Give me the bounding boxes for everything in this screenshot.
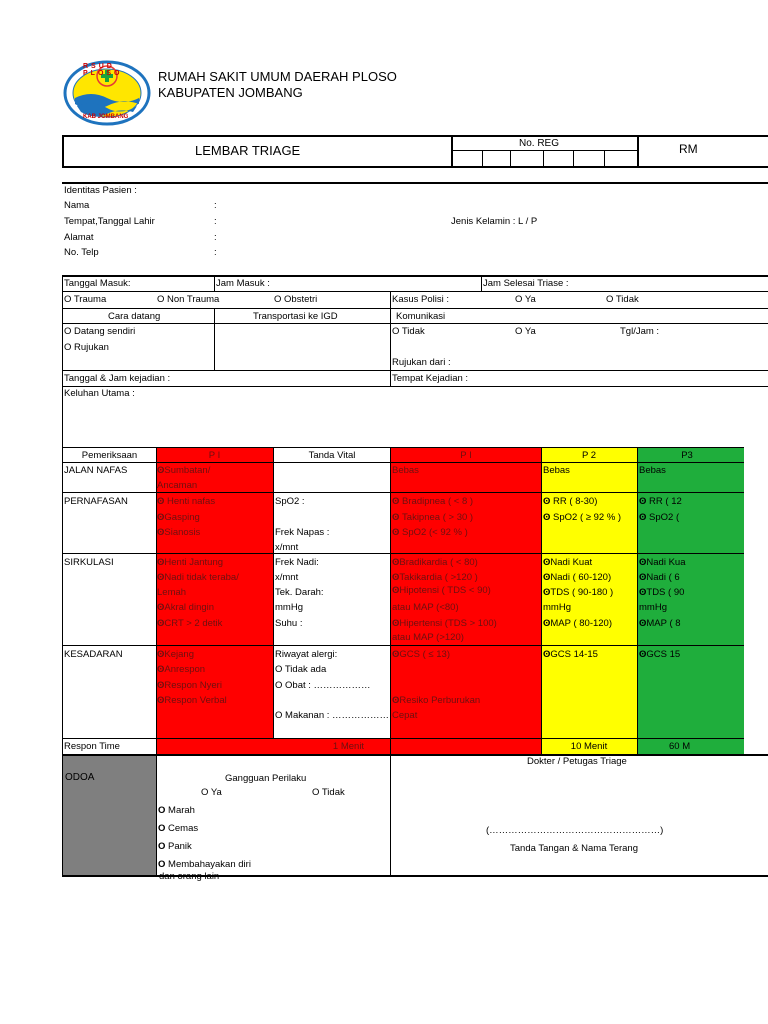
identity-heading: Identitas Pasien :	[64, 185, 137, 196]
doctor-title: Dokter / Petugas Triage	[527, 756, 627, 767]
radio-icon: O	[65, 772, 73, 783]
radio-icon: ʘ	[157, 602, 165, 613]
header-exam: Pemeriksaan	[81, 450, 138, 461]
breathing-vital: x/mnt	[275, 542, 299, 553]
radio-icon: O	[158, 841, 169, 852]
breathing-p1b-item[interactable]: ʘ Takipnea ( > 30 )	[392, 512, 474, 523]
radio-icon: ʘ	[392, 527, 403, 538]
rm-label: RM	[679, 142, 698, 156]
time-done-label: Jam Selesai Triase :	[483, 278, 569, 289]
circulation-vital: mmHg	[275, 602, 303, 613]
radio-icon: ʘ	[639, 496, 650, 507]
radio-icon: ʘ	[392, 618, 400, 629]
radio-icon: O	[312, 787, 322, 798]
airway-p1b: Bebas	[392, 465, 419, 476]
breathing-vital: Frek Napas :	[275, 527, 330, 538]
radio-icon: ʘ	[157, 649, 165, 660]
comm-yes-option[interactable]: O Ya	[515, 326, 536, 337]
radio-icon: ʘ	[639, 572, 647, 583]
radio-icon: ʘ	[543, 572, 551, 583]
circulation-p1b-item-cont: atau MAP (>120)	[392, 632, 464, 643]
radio-icon: ʘ	[392, 649, 400, 660]
doa-option[interactable]: ODOA	[65, 772, 95, 783]
breathing-p1b-item[interactable]: ʘ Bradipnea ( < 8 )	[392, 496, 474, 507]
address-label: Alamat	[64, 232, 94, 243]
comm-datetime-label: Tgl/Jam :	[620, 326, 660, 337]
colon: :	[214, 200, 217, 211]
circulation-p1-item[interactable]: ʘNadi tidak teraba/	[157, 572, 239, 583]
response-time-label: Respon Time	[64, 741, 120, 752]
circulation-p1b-item[interactable]: ʘHipertensi (TDS > 100)	[392, 618, 497, 629]
consciousness-p1-item[interactable]: ʘRespon Verbal	[157, 695, 227, 706]
p3-column	[637, 448, 744, 754]
circulation-vital: Suhu :	[275, 618, 303, 629]
radio-icon: ʘ	[392, 585, 400, 596]
breathing-p3-item[interactable]: ʘ SpO2 (	[639, 512, 680, 523]
main-complaint-label: Keluhan Utama :	[64, 388, 135, 399]
police-no-option[interactable]: O Tidak	[606, 294, 639, 305]
radio-icon: ʘ	[543, 587, 551, 598]
header-p2: P 2	[581, 450, 597, 461]
radio-icon: O	[158, 823, 169, 834]
signature-line[interactable]: (………………………………………………)	[486, 825, 664, 836]
circulation-p1-item[interactable]: ʘCRT > 2 detik	[157, 618, 223, 629]
radio-icon: ʘ	[543, 618, 551, 629]
header-p1-right: P I	[460, 450, 472, 461]
radio-icon: ʘ	[157, 680, 165, 691]
allergy-label: Riwayat alergi:	[275, 649, 338, 660]
signature-label: Tanda Tangan & Nama Terang	[510, 843, 638, 854]
allergy-drug-option[interactable]: O Obat : ………………	[275, 680, 371, 691]
circulation-vital: Frek Nadi:	[275, 557, 319, 568]
airway-p1-item[interactable]: ʘSumbatan/	[157, 465, 211, 476]
radio-icon: ʘ	[157, 664, 165, 675]
consciousness-p1-item[interactable]: ʘRespon Nyeri	[157, 680, 222, 691]
consciousness-p1b-item[interactable]: ʘGCS ( ≤ 13)	[392, 649, 451, 660]
radio-icon: ʘ	[639, 557, 647, 568]
behavior-option[interactable]: O Membahayakan diri	[158, 859, 251, 870]
airway-p2: Bebas	[543, 465, 570, 476]
radio-icon: ʘ	[543, 512, 554, 523]
breathing-p3-item[interactable]: ʘ RR ( 12	[639, 496, 682, 507]
consciousness-p2-item[interactable]: ʘGCS 14-15	[543, 649, 598, 660]
radio-icon: ʘ	[157, 496, 168, 507]
header-vitals: Tanda Vital	[308, 450, 356, 461]
time-in-label: Jam Masuk :	[216, 278, 270, 289]
incident-datetime-label: Tanggal & Jam kejadian :	[64, 373, 171, 384]
reg-label: No. REG	[519, 138, 560, 149]
radio-icon: ʘ	[543, 557, 551, 568]
response-time-p2: 10 Menit	[570, 741, 608, 752]
radio-icon: O	[158, 859, 169, 870]
breathing-vital: SpO2 :	[275, 496, 305, 507]
breathing-p2-item[interactable]: ʘ RR ( 8-30)	[543, 496, 598, 507]
regency-name: KABUPATEN JOMBANG	[158, 85, 303, 100]
circulation-vital: x/mnt	[275, 572, 299, 583]
date-in-label: Tanggal Masuk:	[64, 278, 131, 289]
circulation-p3-item[interactable]: ʘNadi ( 6	[639, 572, 680, 583]
hospital-logo	[63, 60, 151, 126]
circulation-vital: Tek. Darah:	[275, 587, 324, 598]
circulation-p2-item[interactable]: ʘMAP ( 80-120)	[543, 618, 612, 629]
colon: :	[214, 247, 217, 258]
birth-label: Tempat,Tanggal Lahir	[64, 216, 155, 227]
consciousness-p1-item[interactable]: ʘKejang	[157, 649, 194, 660]
phone-label: No. Telp	[64, 247, 99, 258]
trauma-option[interactable]: O Trauma	[64, 294, 107, 305]
circulation-p1-item-cont: Lemah	[157, 587, 187, 598]
breathing-p2-item[interactable]: ʘ SpO2 ( ≥ 92 % )	[543, 512, 622, 523]
response-time-p1: 1 Menit	[332, 741, 365, 752]
allergy-none-option[interactable]: O Tidak ada	[275, 664, 327, 675]
radio-icon: ʘ	[157, 618, 165, 629]
circulation-p1b-item[interactable]: ʘBradikardia ( < 80)	[392, 557, 478, 568]
obstetri-option[interactable]: O Obstetri	[274, 294, 318, 305]
radio-icon: ʘ	[157, 512, 165, 523]
hospital-name: RUMAH SAKIT UMUM DAERAH PLOSO	[158, 69, 397, 84]
circulation-p2-item[interactable]: ʘNadi Kuat	[543, 557, 593, 568]
radio-icon: ʘ	[392, 512, 403, 523]
radio-icon: ʘ	[639, 512, 650, 523]
consciousness-p1-item[interactable]: ʘAnrespon	[157, 664, 206, 675]
header-p1-left: P I	[208, 450, 221, 461]
breathing-p1b-item[interactable]: ʘ SpO2 (< 92 % )	[392, 527, 468, 538]
airway-label: JALAN NAFAS	[64, 465, 128, 476]
police-case-label: Kasus Polisi :	[392, 294, 450, 305]
referral-from-label: Rujukan dari :	[392, 357, 451, 368]
transport-header: Transportasi ke IGD	[253, 311, 338, 322]
radio-icon: ʘ	[157, 527, 165, 538]
behavior-option[interactable]: O Marah	[158, 805, 195, 816]
radio-icon: ʘ	[392, 695, 400, 706]
radio-icon: ʘ	[157, 465, 165, 476]
behavior-no-option[interactable]: O Tidak	[312, 787, 345, 798]
airway-p1-item-cont: Ancaman	[157, 480, 198, 491]
consciousness-p1b-item-cont: Cepat	[392, 710, 418, 721]
colon: :	[214, 232, 217, 243]
p2-column	[541, 448, 637, 754]
behavior-yes-option[interactable]: O Ya	[201, 787, 222, 798]
radio-icon: ʘ	[157, 572, 165, 583]
circulation-p1-item[interactable]: ʘHenti Jantung	[157, 557, 224, 568]
airway-p3: Bebas	[639, 465, 666, 476]
logo-bottom-text: KAB JOMBANG	[83, 114, 129, 120]
consciousness-label: KESADARAN	[64, 649, 123, 660]
breathing-p1-item[interactable]: ʘ Henti nafas	[157, 496, 216, 507]
incident-place-label: Tempat Kejadian :	[392, 373, 469, 384]
radio-icon: ʘ	[392, 557, 400, 568]
gender-field: Jenis Kelamin : L / P	[451, 216, 538, 227]
circulation-p2-item[interactable]: ʘNadi ( 60-120)	[543, 572, 612, 583]
logo-top-text: RSUD PLOSO	[83, 63, 123, 77]
circulation-p2-item[interactable]: ʘTDS ( 90-180 )	[543, 587, 614, 598]
breathing-p1-item[interactable]: ʘSianosis	[157, 527, 201, 538]
p1-column-left	[156, 448, 273, 754]
colon: :	[214, 216, 217, 227]
form-title: LEMBAR TRIAGE	[195, 143, 301, 158]
consciousness-p3-item[interactable]: ʘGCS 15	[639, 649, 681, 660]
behavior-title: Gangguan Perilaku	[225, 773, 307, 784]
circulation-p1-item[interactable]: ʘAkral dingin	[157, 602, 215, 613]
radio-icon: ʘ	[639, 587, 647, 598]
behavior-option-cut: dan orang lain	[159, 871, 220, 882]
circulation-p3-item-cont: mmHg	[639, 602, 667, 613]
p1-column-right	[391, 448, 541, 754]
behavior-option[interactable]: O Panik	[158, 841, 192, 852]
referral-option[interactable]: O Rujukan	[64, 342, 109, 353]
name-label: Nama	[64, 200, 90, 211]
circulation-p1b-item[interactable]: ʘTakikardia ( >120 )	[392, 572, 478, 583]
radio-icon: ʘ	[639, 618, 647, 629]
breathing-label: PERNAFASAN	[64, 496, 128, 507]
behavior-option[interactable]: O Cemas	[158, 823, 199, 834]
comm-no-option[interactable]: O Tidak	[392, 326, 425, 337]
radio-icon: ʘ	[392, 496, 403, 507]
non-trauma-option[interactable]: O Non Trauma	[157, 294, 220, 305]
circulation-p3-item[interactable]: ʘTDS ( 90	[639, 587, 685, 598]
communication-header: Komunikasi	[396, 311, 446, 322]
radio-icon: ʘ	[157, 695, 165, 706]
response-time-p3: 60 M	[669, 741, 691, 752]
breathing-p1-item[interactable]: ʘGasping	[157, 512, 200, 523]
allergy-food-option[interactable]: O Makanan : ………………	[275, 710, 390, 721]
consciousness-p1b-item[interactable]: ʘResiko Perburukan	[392, 695, 481, 706]
circulation-p3-item[interactable]: ʘMAP ( 8	[639, 618, 681, 629]
radio-icon: O	[201, 787, 211, 798]
circulation-p2-item-cont: mmHg	[543, 602, 571, 613]
radio-icon: ʘ	[157, 557, 165, 568]
circulation-p1b-item[interactable]: ʘHipotensi ( TDS < 90)	[392, 585, 491, 596]
arrival-header: Cara datang	[108, 311, 161, 322]
radio-icon: ʘ	[639, 649, 647, 660]
radio-icon: ʘ	[543, 496, 554, 507]
police-yes-option[interactable]: O Ya	[515, 294, 536, 305]
header-p3: P3	[681, 450, 693, 461]
self-arrival-option[interactable]: O Datang sendiri	[64, 326, 136, 337]
radio-icon: ʘ	[543, 649, 551, 660]
circulation-label: SIRKULASI	[64, 557, 114, 568]
circulation-p3-item[interactable]: ʘNadi Kua	[639, 557, 686, 568]
radio-icon: ʘ	[392, 572, 400, 583]
circulation-p1b-item-cont: atau MAP (<80)	[392, 602, 459, 613]
radio-icon: O	[158, 805, 169, 816]
